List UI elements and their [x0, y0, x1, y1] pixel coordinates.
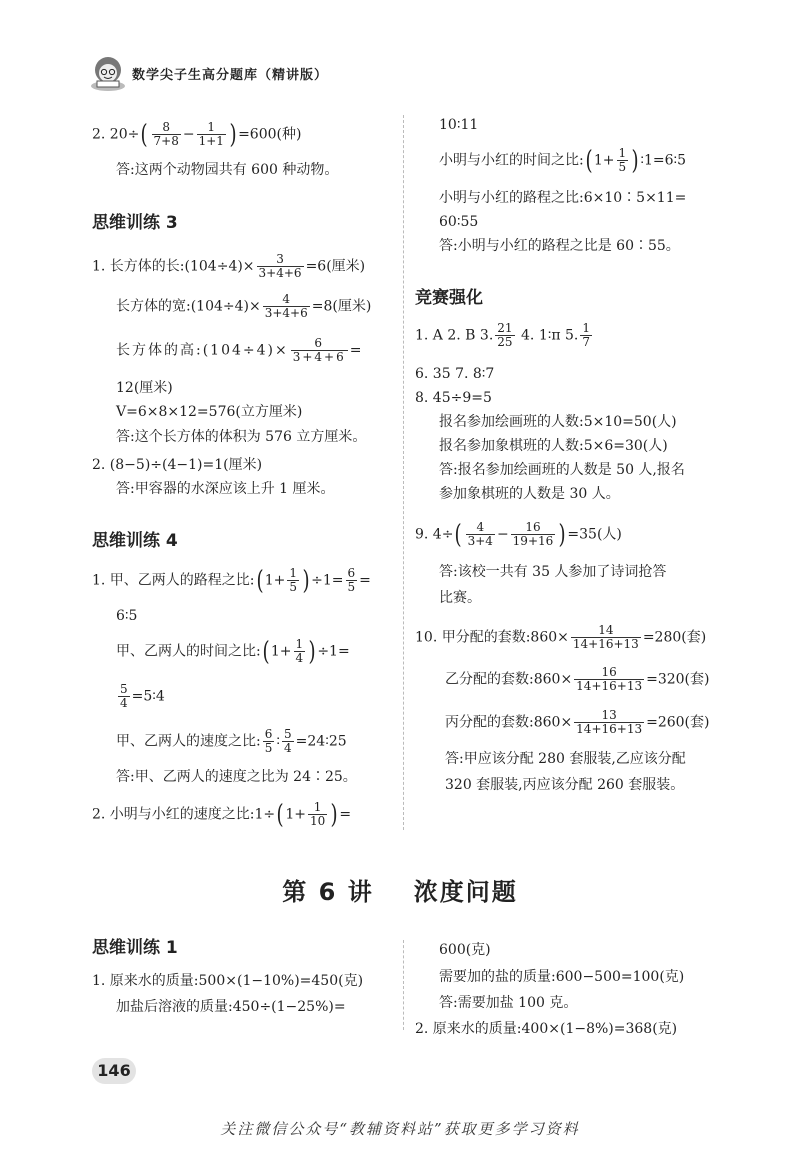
answer-line: 长方体的高:(104÷4)× $\frac{6}{3+4+6}$ = [116, 336, 364, 365]
answer-line: 6. 35 7. 8∶7 [415, 366, 495, 382]
answer-line: 答:报名参加绘画班的人数是 50 人,报名 [439, 462, 685, 478]
answer-line: 600(克) [439, 942, 491, 958]
answer-line: 10. 甲分配的套数:860× $\frac{14}{14+16+13}$ =280(套) [415, 623, 707, 652]
book-title: 数学尖子生高分题库（精讲版） [132, 68, 329, 83]
chapter-title [0, 872, 800, 907]
answer-line: 2. (8−5)÷(4−1)=1(厘米) [92, 457, 263, 473]
answer-line: 2. 原来水的质量:400×(1−8%)=368(克) [415, 1021, 678, 1037]
answer-line: 参加象棋班的人数是 30 人。 [439, 486, 620, 502]
answer-line: 12(厘米) [116, 380, 173, 396]
section-title: 思维训练 1 [92, 938, 178, 958]
answer-line: 小明与小红的路程之比:6×10∶5×11= [439, 190, 687, 206]
answer-line: 2. 20÷( $\frac{8}{7+8}$ − $\frac{1}{1+1}$ ) =600(种) [92, 119, 302, 150]
answer-line: 1. A 2. B 3. $\frac{21}{25}$ 4. 1∶π 5. $\frac{1}{7}$ [415, 321, 591, 350]
answer-line: 长方体的宽:(104÷4)× $\frac{4}{3+4+6}$ =8(厘米) [116, 292, 372, 321]
section-title: 思维训练 3 [92, 213, 178, 233]
page-number: 146 [92, 1058, 136, 1084]
answer-line: 8. 45÷9=5 [415, 390, 492, 406]
answer-line: 1. 长方体的长:(104÷4)× $\frac{3}{3+4+6}$ =6(厘米) [92, 252, 366, 281]
answer-line: 甲、乙两人的速度之比: $\frac{6}{5}$ ∶ $\frac{5}{4}$ =24∶25 [116, 727, 347, 756]
answer-line: 1. 原来水的质量:500×(1−10%)=450(克) [92, 973, 364, 989]
answer-line: 答:需要加盐 100 克。 [439, 995, 578, 1011]
answer-line: V=6×8×12=576(立方厘米) [116, 404, 303, 420]
answer-line: 甲、乙两人的时间之比:( 1+ $\frac{1}{4}$ ) ÷1= [116, 636, 350, 667]
answer-line: 小明与小红的时间之比:( 1+ $\frac{1}{5}$ ) ∶1=6∶5 [439, 145, 687, 176]
answer-line: 320 套服装,丙应该分配 260 套服装。 [445, 777, 685, 793]
answer-line: 9. 4÷( $\frac{4}{3+4}$ − $\frac{16}{19+16}$ ) =35(人) [415, 519, 622, 550]
answer-line: 答:这两个动物园共有 600 种动物。 [116, 162, 339, 178]
answer-line: 比赛。 [439, 590, 481, 606]
answer-line: 加盐后溶液的质量:450÷(1−25%)= [116, 999, 346, 1015]
answer-line: 答:小明与小红的路程之比是 60∶55。 [439, 238, 680, 254]
answer-line: 答:甲容器的水深应该上升 1 厘米。 [116, 481, 335, 497]
answer-line: 1. 甲、乙两人的路程之比:( 1+ $\frac{1}{5}$ ) ÷1= $\frac{6}{5}$ = [92, 565, 371, 596]
answer-line: 答:甲、乙两人的速度之比为 24∶25。 [116, 769, 357, 785]
answer-line: 答:这个长方体的体积为 576 立方厘米。 [116, 429, 367, 445]
answer-line: $\frac{5}{4}$ =5∶4 [120, 682, 165, 711]
section-title: 竞赛强化 [415, 288, 483, 308]
answer-line: 报名参加绘画班的人数:5×10=50(人) [439, 414, 677, 430]
answer-line: 10∶11 [439, 117, 479, 133]
answer-line: 答:甲应该分配 280 套服装,乙应该分配 [445, 751, 686, 767]
mascot-logo-icon [88, 52, 128, 92]
section-title: 思维训练 4 [92, 531, 178, 551]
answer-line: 6∶5 [116, 608, 138, 624]
answer-line: 乙分配的套数:860× $\frac{16}{14+16+13}$ =320(套) [445, 665, 710, 694]
answer-line: 丙分配的套数:860× $\frac{13}{14+16+13}$ =260(套) [445, 708, 710, 737]
answer-line: 2. 小明与小红的速度之比:1÷( 1+ $\frac{1}{10}$ ) = [92, 799, 352, 830]
column-divider [403, 940, 404, 1030]
column-divider [403, 115, 404, 830]
footer-note: 关注微信公众号“教辅资料站”获取更多学习资料 [220, 1120, 580, 1138]
answer-line: 报名参加象棋班的人数:5×6=30(人) [439, 438, 668, 454]
answer-line: 60∶55 [439, 214, 479, 230]
answer-line: 需要加的盐的质量:600−500=100(克) [439, 969, 685, 985]
page-header [88, 52, 418, 92]
chapter-name: 浓度问题 [413, 878, 518, 906]
answer-line: 答:该校一共有 35 人参加了诗词抢答 [439, 564, 667, 580]
chapter-number: 第 6 讲 [282, 878, 374, 906]
